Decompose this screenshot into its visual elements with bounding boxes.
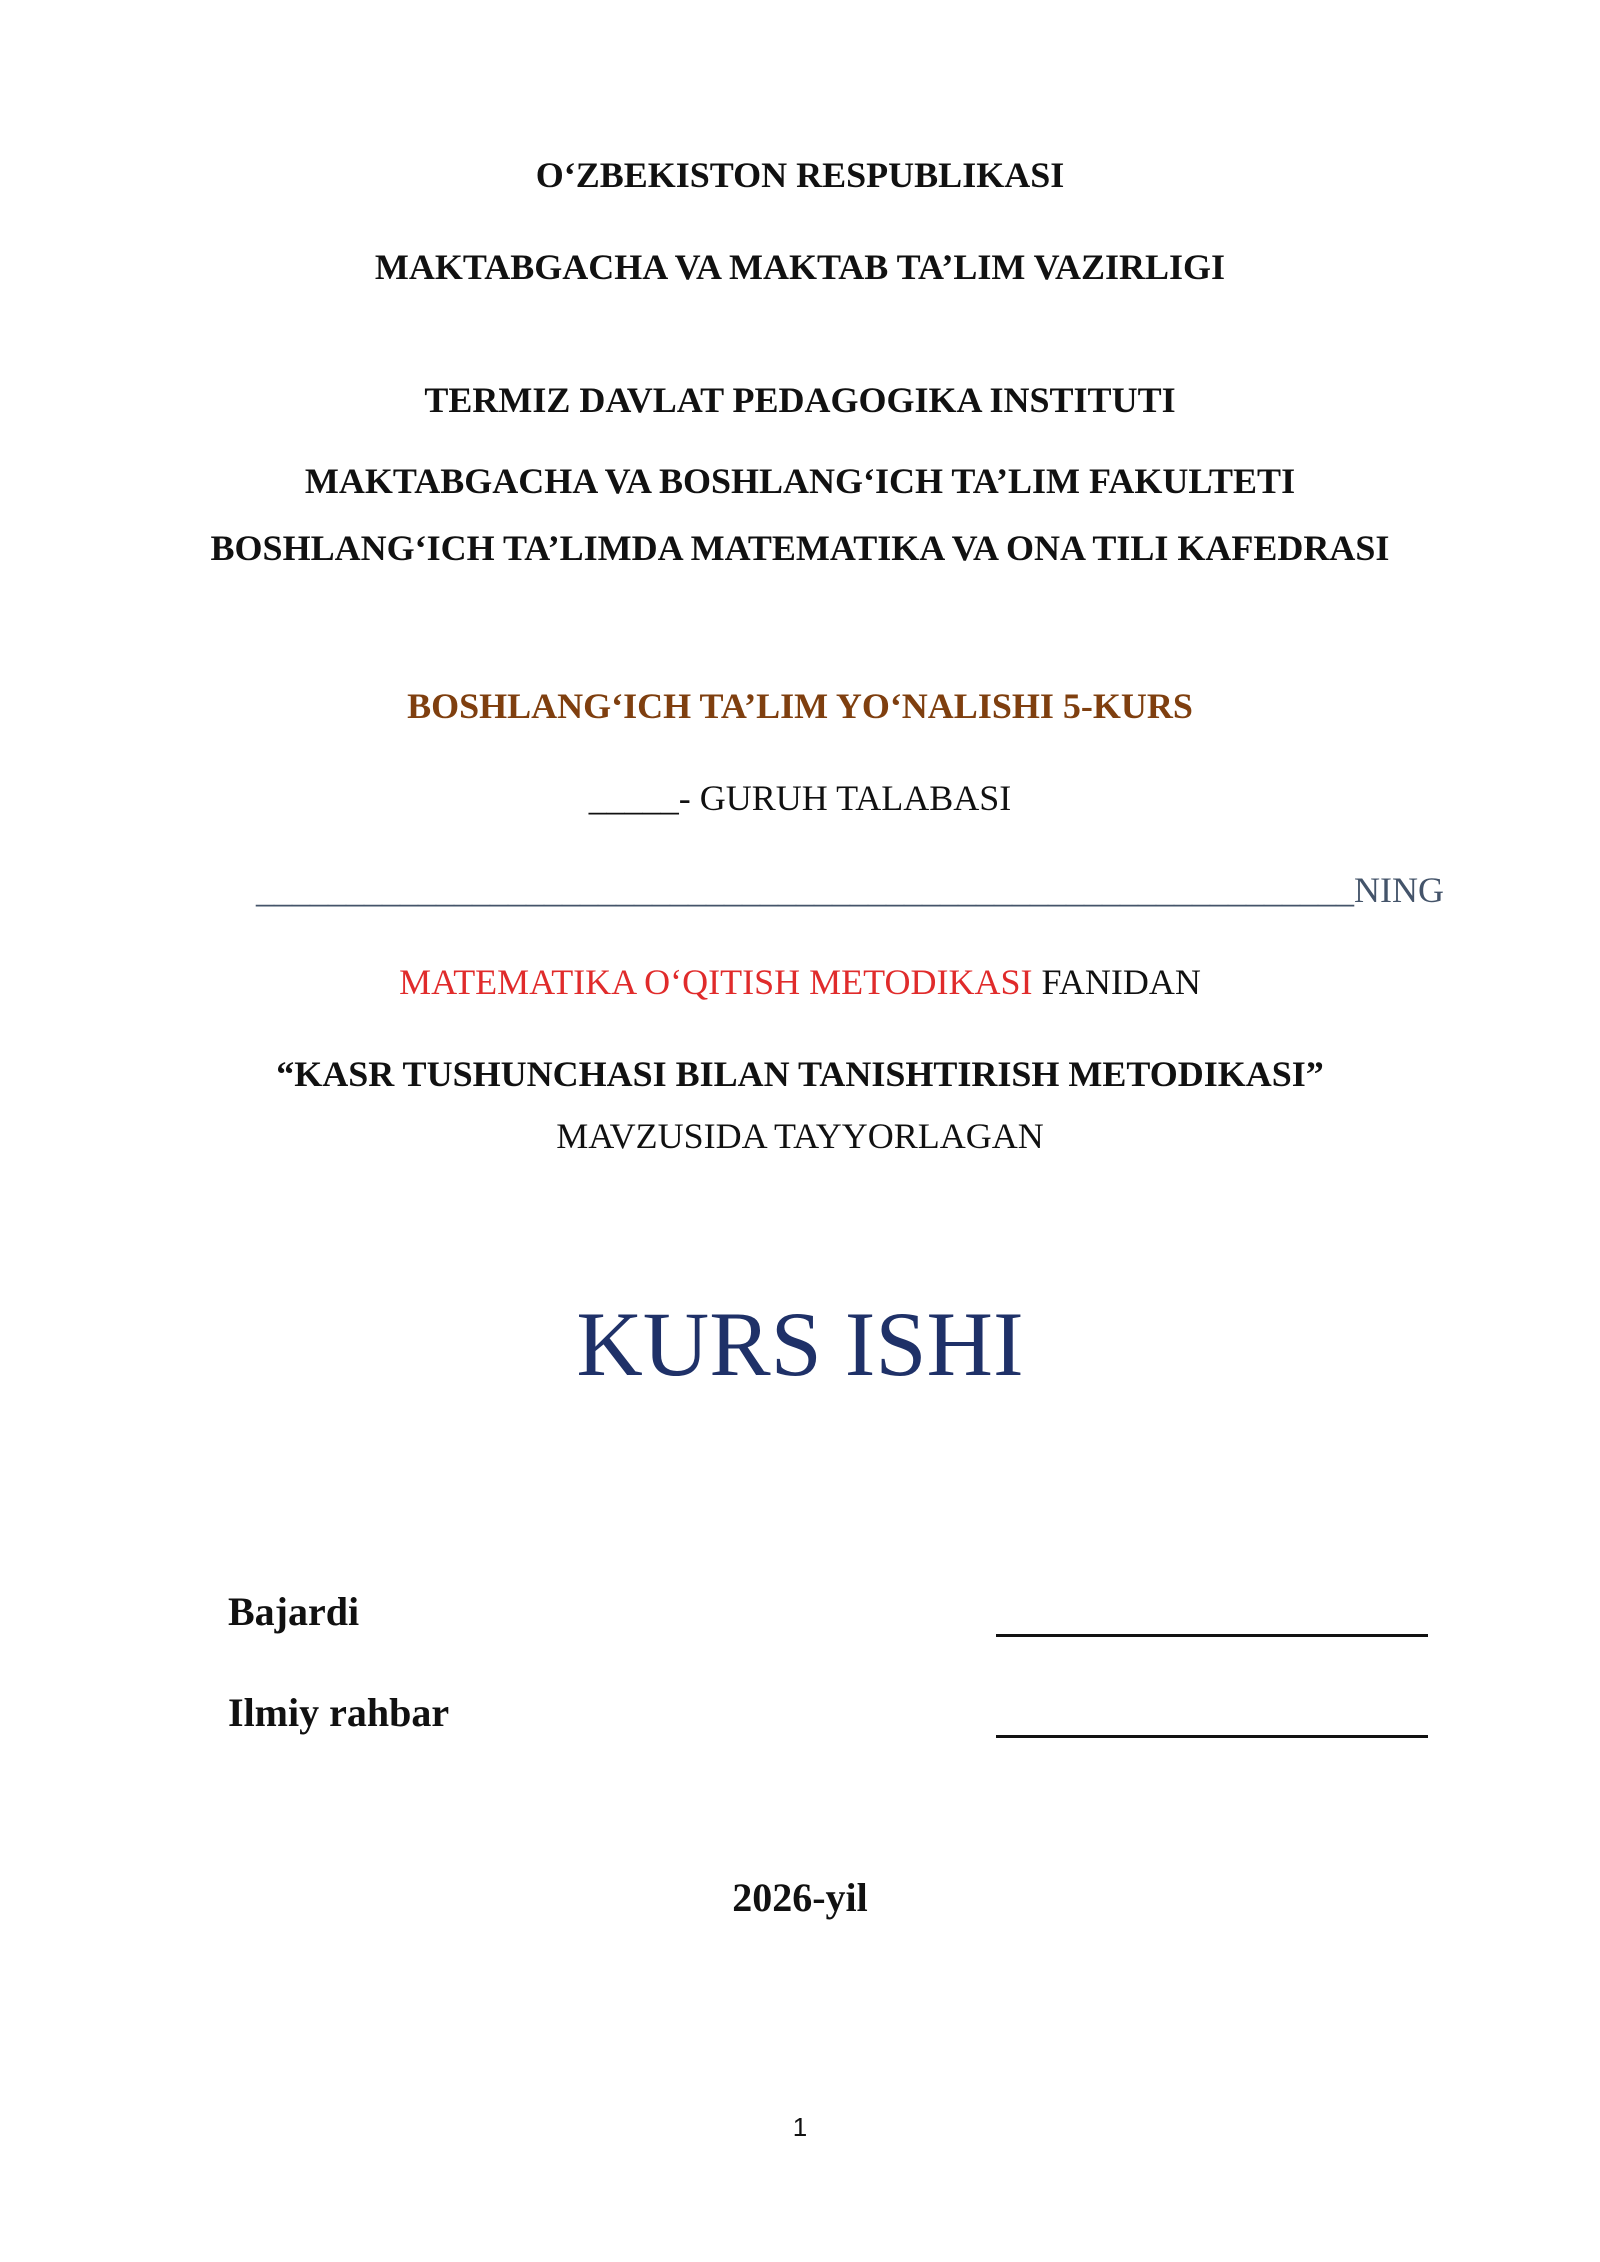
direction-line: BOSHLANG‘ICH TA’LIM YO‘NALISHI 5-KURS (407, 686, 1193, 726)
group-line: _____- GURUH TALABASI (588, 778, 1012, 818)
student-name-line: _____________________________________________________________NING (256, 870, 1444, 910)
faculty-title: MAKTABGACHA VA BOSHLANG‘ICH TA’LIM FAKULTETI (304, 461, 1296, 501)
institute-title: TERMIZ DAVLAT PEDAGOGIKA INSTITUTI (424, 380, 1176, 420)
signature-label: Ilmiy rahbar (228, 1690, 450, 1735)
page-number: 1 (792, 2112, 808, 2142)
year-label: 2026-yil (732, 1875, 868, 1920)
signature-row-performer (228, 1589, 1428, 1642)
signature-row-supervisor (228, 1690, 1428, 1743)
ministry-title: MAKTABGACHA VA MAKTAB TA’LIM VAZIRLIGI (374, 247, 1226, 287)
topic-caption: MAVZUSIDA TAYYORLAGAN (556, 1116, 1044, 1156)
subject-name: MATEMATIKA O‘QITISH METODIKASI (399, 962, 1033, 1002)
department-title: BOSHLANG‘ICH TA’LIMDA MATEMATIKA VA ONA TILI KAFEDRASI (210, 528, 1390, 568)
topic-title: “KASR TUSHUNCHASI BILAN TANISHTIRISH METODIKASI” (276, 1054, 1324, 1094)
document-type-title: KURS ISHI (576, 1293, 1024, 1395)
signature-blank (996, 1634, 1428, 1637)
signature-blank (996, 1735, 1428, 1738)
subject-line (0, 964, 1600, 1000)
signature-label: Bajardi (228, 1589, 360, 1634)
subject-suffix: FANIDAN (1032, 962, 1201, 1002)
republic-title: O‘ZBEKISTON RESPUBLIKASI (535, 155, 1065, 195)
